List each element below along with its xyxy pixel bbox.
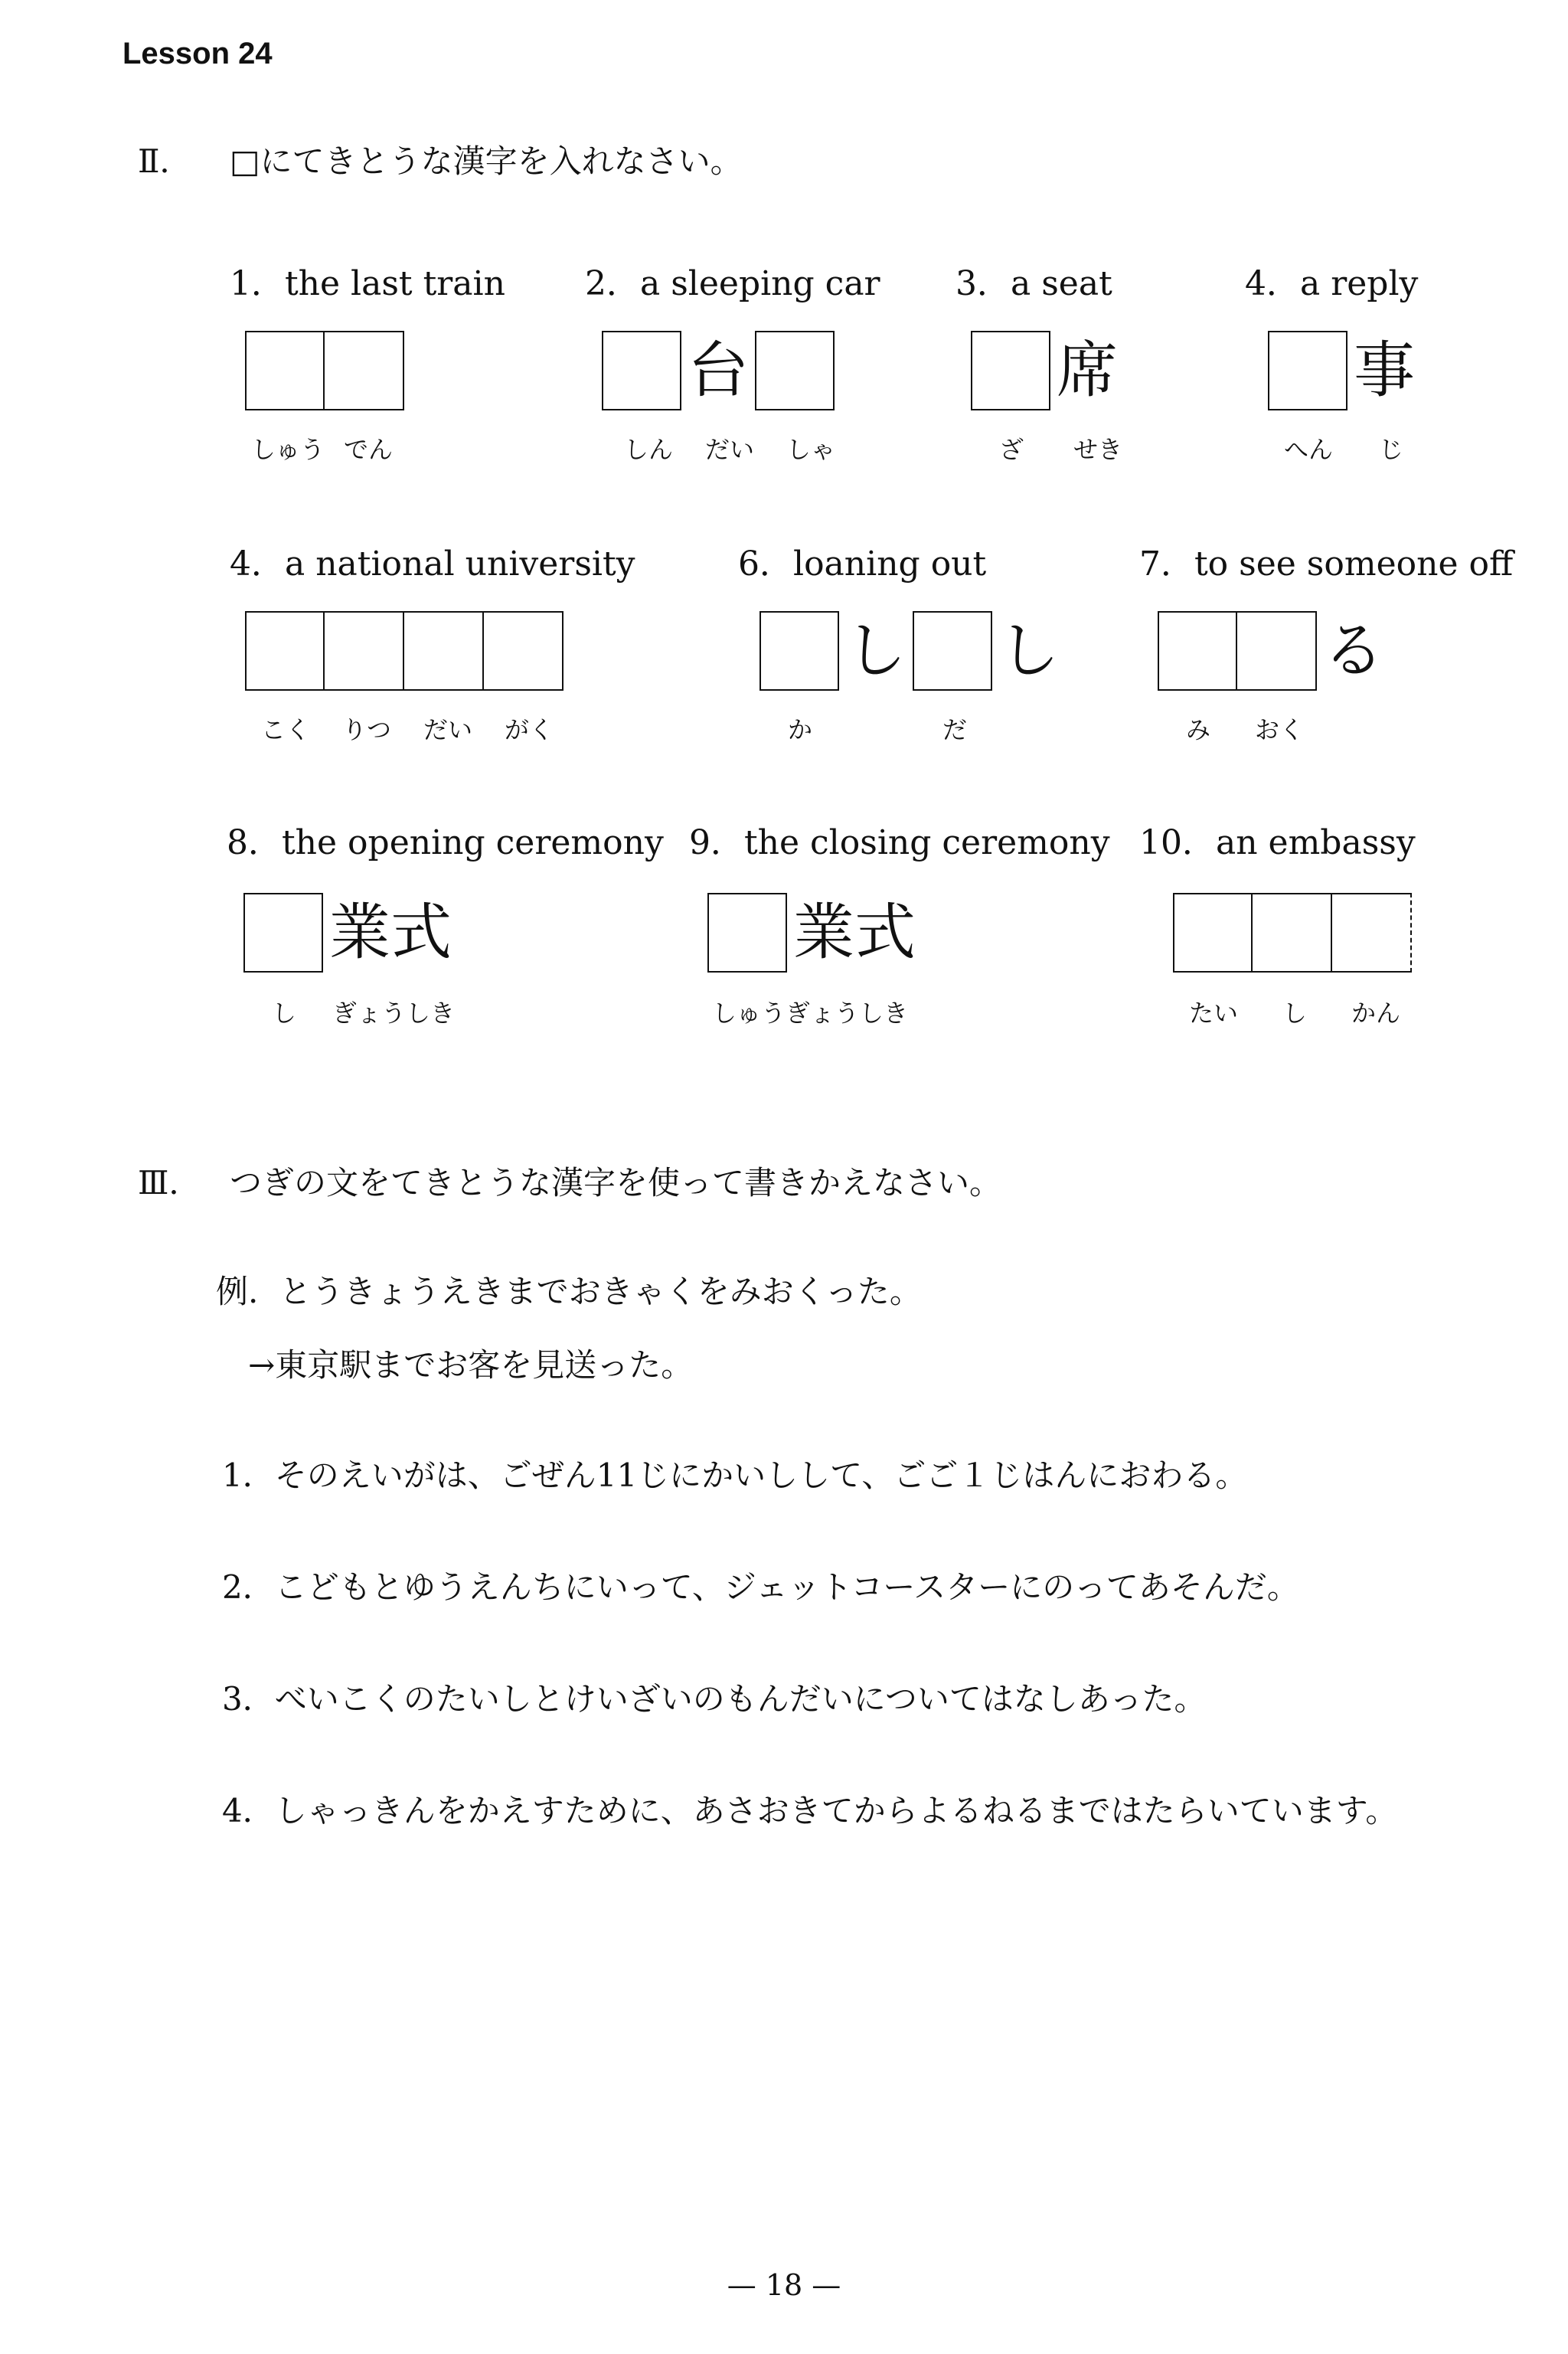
answer-box[interactable] xyxy=(913,611,992,691)
section3-heading xyxy=(138,1158,1001,1204)
item-9 xyxy=(689,815,1110,864)
item-label: 9．the closing ceremony xyxy=(689,823,1110,862)
item-label: 6．loaning out xyxy=(738,544,987,584)
answer-box[interactable] xyxy=(484,611,564,691)
item-2-boxes xyxy=(602,331,835,410)
answer-box[interactable] xyxy=(707,893,787,973)
lesson-title: Lesson 24 xyxy=(122,37,273,70)
item-10 xyxy=(1139,815,1416,864)
item-9-reading: しゅうぎょうしき xyxy=(712,999,909,1028)
section3-instruction: つぎの文をてきとうな漢字を使って書きかえなさい。 xyxy=(230,1164,1002,1202)
answer-box[interactable] xyxy=(1237,611,1317,691)
item-6 xyxy=(738,536,986,585)
item-label: 4．a national university xyxy=(230,544,635,584)
answer-box[interactable] xyxy=(971,331,1050,410)
item-label: 10．an embassy xyxy=(1139,823,1416,862)
page-number: — 18 — xyxy=(727,2268,841,2302)
given-kana: る xyxy=(1323,615,1384,686)
example-text: とうきょうえきまでおきゃくをみおくった。 xyxy=(279,1273,922,1310)
item-9-boxes xyxy=(707,893,922,973)
item-8-reading: し ぎょうしき xyxy=(271,999,455,1028)
item-7-boxes xyxy=(1158,611,1390,691)
item-6-boxes xyxy=(760,611,1066,691)
question-1: 1．そのえいがは、ごぜん11じにかいしして、ごご１じはんにおわる。 xyxy=(222,1457,1248,1494)
answer-box[interactable] xyxy=(245,611,325,691)
item-3-boxes xyxy=(971,331,1124,410)
section2-heading xyxy=(138,136,743,182)
answer-box[interactable] xyxy=(602,331,681,410)
item-8 xyxy=(227,815,664,864)
given-kana: し xyxy=(845,615,906,686)
item-3 xyxy=(956,256,1112,305)
item-7-reading: み おく xyxy=(1185,715,1304,744)
answer-box[interactable] xyxy=(245,331,325,410)
example-answer: →東京駅までお客を見送った。 xyxy=(248,1346,694,1384)
question-2: 2．こどもとゆうえんちにいって、ジェットコースターにのってあそんだ。 xyxy=(222,1568,1299,1606)
item-label: 8．the opening ceremony xyxy=(227,823,664,862)
given-kanji: 業式 xyxy=(329,897,452,968)
item-10-boxes xyxy=(1173,893,1412,973)
given-kanji: 事 xyxy=(1354,335,1415,406)
item-4-boxes xyxy=(1268,331,1421,410)
item-7 xyxy=(1139,536,1513,585)
item-1-boxes xyxy=(245,331,404,410)
answer-box[interactable] xyxy=(325,331,404,410)
answer-box[interactable] xyxy=(243,893,323,973)
item-5-reading: こく りつ だい がく xyxy=(260,715,554,744)
item-label: 3．a seat xyxy=(956,264,1112,303)
section2-instruction: □にてきとうな漢字を入れなさい。 xyxy=(230,142,743,180)
item-5-boxes xyxy=(245,611,564,691)
given-kanji: 席 xyxy=(1057,335,1118,406)
item-1-reading: しゅう でん xyxy=(250,435,393,464)
answer-box[interactable] xyxy=(1173,893,1253,973)
given-kanji: 台 xyxy=(688,335,749,406)
item-3-reading: ざ せき xyxy=(998,435,1122,464)
item-6-reading: か だ xyxy=(787,715,967,744)
item-label: 1．the last train xyxy=(230,264,505,303)
answer-box[interactable] xyxy=(760,611,839,691)
item-10-reading: たい し かん xyxy=(1188,999,1400,1028)
item-label: 2．a sleeping car xyxy=(585,264,880,303)
answer-box[interactable] xyxy=(755,331,835,410)
section2-numeral: Ⅱ． xyxy=(138,142,192,180)
given-kanji: 業式 xyxy=(793,897,916,968)
example-label: 例. xyxy=(216,1273,259,1310)
example xyxy=(216,1267,922,1313)
answer-box[interactable] xyxy=(1253,893,1332,973)
section3-numeral: Ⅲ． xyxy=(138,1164,201,1202)
answer-box[interactable] xyxy=(1268,331,1348,410)
answer-box[interactable] xyxy=(1158,611,1237,691)
item-label: 4．a reply xyxy=(1245,264,1419,303)
answer-box[interactable] xyxy=(325,611,404,691)
answer-box[interactable] xyxy=(1332,893,1412,973)
item-2-reading: しん だい しゃ xyxy=(623,435,835,464)
item-5 xyxy=(230,536,635,585)
item-4 xyxy=(1245,256,1418,305)
item-1 xyxy=(230,256,505,305)
item-8-boxes xyxy=(243,893,458,973)
answer-box[interactable] xyxy=(404,611,484,691)
item-label: 7．to see someone off xyxy=(1139,544,1514,584)
item-4-reading: へん じ xyxy=(1283,435,1403,464)
question-3: 3．べいこくのたいしとけいざいのもんだいについてはなしあった。 xyxy=(222,1680,1207,1718)
given-kana: し xyxy=(998,615,1060,686)
item-2 xyxy=(585,256,880,305)
question-4: 4．しゃっきんをかえすために、あさおきてからよるねるまではたらいています。 xyxy=(222,1792,1398,1829)
